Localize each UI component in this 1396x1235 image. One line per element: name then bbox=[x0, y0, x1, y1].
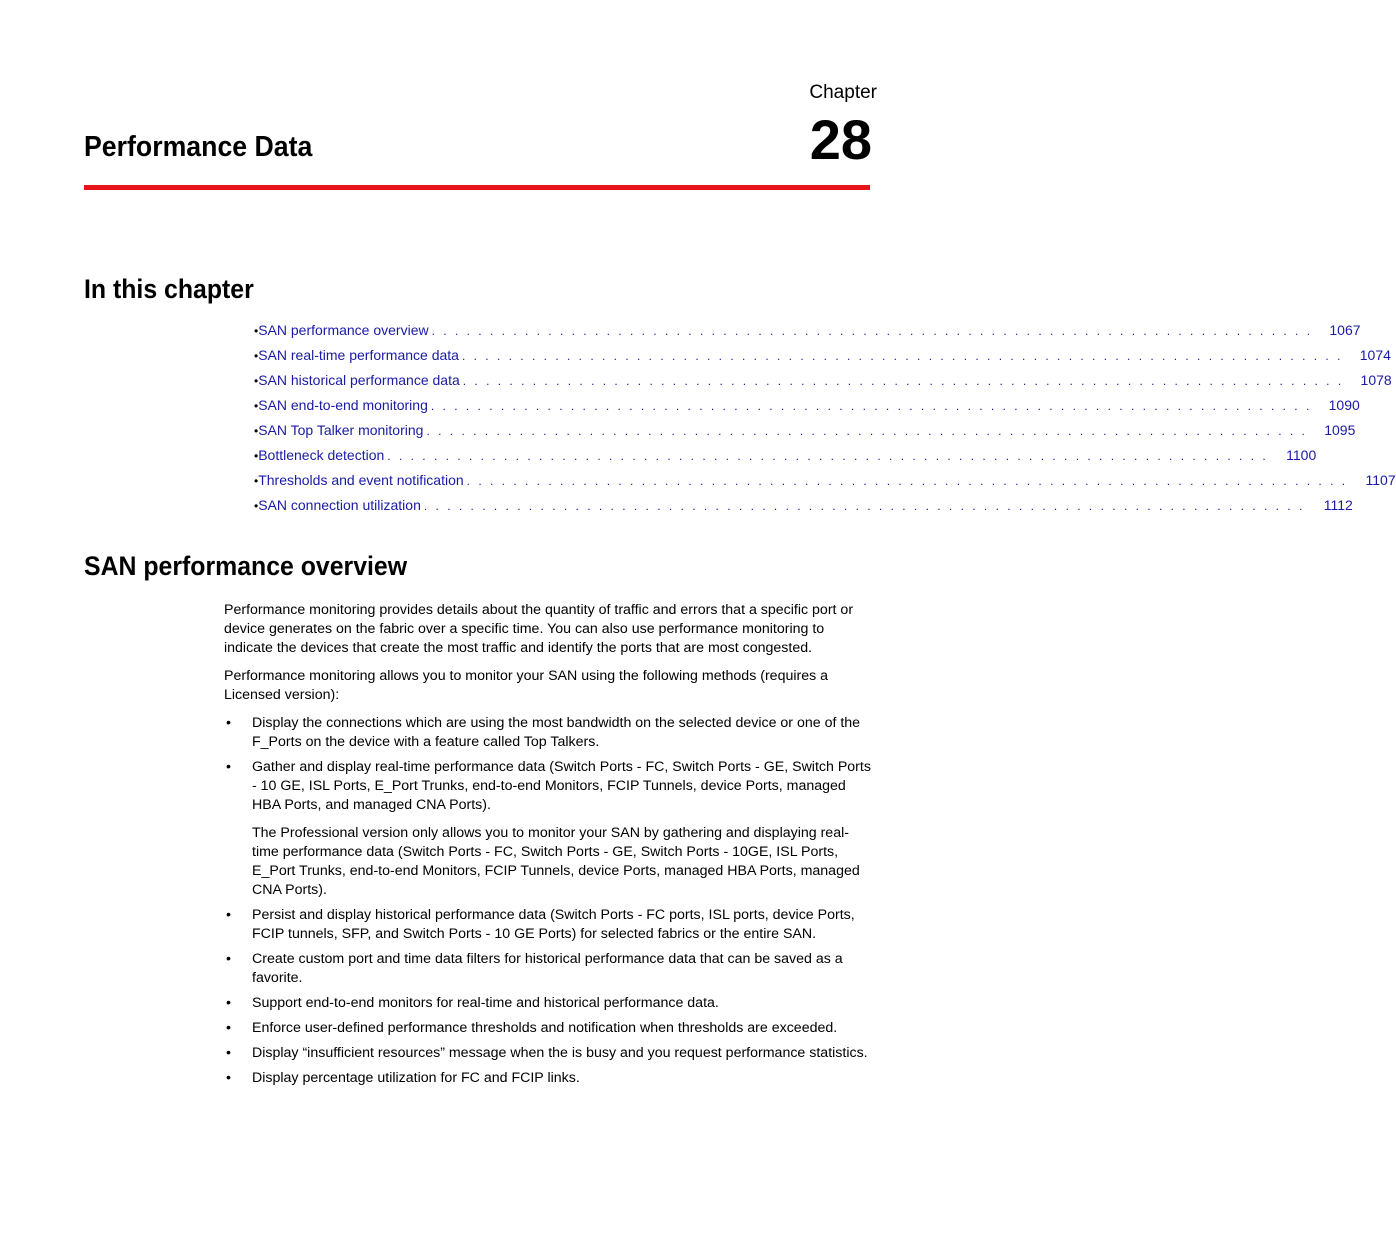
bullet-icon: • bbox=[226, 1045, 231, 1061]
bullet-text: Support end-to-end monitors for real-time and historical performance data. bbox=[252, 995, 719, 1011]
bullet-item bbox=[224, 758, 874, 900]
bullet-icon: • bbox=[254, 349, 259, 363]
toc-item bbox=[254, 447, 1317, 472]
overview-body bbox=[224, 601, 874, 1094]
toc-list bbox=[254, 322, 1396, 522]
chapter-title: Performance Data bbox=[84, 131, 313, 163]
toc-item-page: 1090 bbox=[1328, 397, 1360, 413]
toc-item bbox=[254, 322, 1361, 347]
bullet-icon: • bbox=[226, 759, 231, 775]
toc-dot-leader bbox=[424, 499, 1305, 513]
bullet-icon: • bbox=[226, 715, 231, 731]
toc-dot-leader bbox=[467, 474, 1348, 488]
section-heading-san-performance-overview: SAN performance overview bbox=[84, 551, 408, 581]
bullet-text: Gather and display real-time performance data (Switch Ports - FC, Switch Ports - GE, Switch Ports - 10 GE, ISL Ports, E_Port Trunks, end-to-end Monitors, FCIP Tunnels, device Ports, managed HBA Ports, and managed CNA Ports). bbox=[252, 759, 871, 813]
toc-dot-leader bbox=[463, 374, 1344, 388]
toc-item-page: 1074 bbox=[1359, 347, 1391, 363]
bullet-icon: • bbox=[226, 907, 231, 923]
bullet-text: Display “insufficient resources” message when the is busy and you request performance statistics. bbox=[252, 1045, 868, 1061]
toc-item-title: SAN historical performance data bbox=[258, 372, 460, 388]
bullet-icon: • bbox=[254, 324, 259, 338]
bullet-icon: • bbox=[226, 1070, 231, 1086]
toc-item-title: SAN connection utilization bbox=[258, 497, 421, 513]
toc-item-title: SAN Top Talker monitoring bbox=[258, 422, 424, 438]
toc-item bbox=[254, 472, 1396, 497]
bullet-item bbox=[224, 906, 874, 944]
bullet-text: Create custom port and time data filters for historical performance data that can be saved as a favorite. bbox=[252, 951, 843, 986]
bullet-text: Enforce user-defined performance thresholds and notification when thresholds are exceeded. bbox=[252, 1020, 838, 1036]
bullet-icon: • bbox=[254, 474, 259, 488]
bullet-icon: • bbox=[254, 399, 259, 413]
toc-item-page: 1078 bbox=[1360, 372, 1392, 388]
bullet-icon: • bbox=[254, 374, 259, 388]
toc-heading: In this chapter bbox=[84, 274, 254, 304]
toc-dot-leader bbox=[462, 349, 1343, 363]
toc-link-bottleneck-detection[interactable] bbox=[258, 447, 1316, 463]
bullet-item bbox=[224, 1069, 874, 1088]
toc-item-page: 1112 bbox=[1323, 497, 1353, 513]
bullet-item bbox=[224, 714, 874, 752]
bullet-note: The Professional version only allows you to monitor your SAN by gathering and displaying real-time performance data (Switch Ports - FC, Switch Ports - GE, Switch Ports - 10GE, ISL Ports, E_Port Trunks, end-to-end Monitors, FCIP Tunnels, device Ports, managed HBA Ports, managed CNA Ports). bbox=[252, 825, 860, 898]
toc-item-page: 1107 bbox=[1365, 472, 1396, 488]
bullet-item bbox=[224, 950, 874, 988]
toc-item-title: SAN real-time performance data bbox=[258, 347, 459, 363]
bullet-item bbox=[224, 1044, 874, 1063]
bullet-text: Display the connections which are using the most bandwidth on the selected device or one of the F_Ports on the device with a feature called Top Talkers. bbox=[252, 715, 861, 750]
toc-item bbox=[254, 497, 1353, 522]
bullet-icon: • bbox=[226, 951, 231, 967]
toc-dot-leader bbox=[426, 424, 1307, 438]
toc-item bbox=[254, 347, 1391, 372]
toc-link-san-real-time-performance-data[interactable] bbox=[258, 347, 1391, 363]
toc-link-san-top-talker-monitoring[interactable] bbox=[258, 422, 1355, 438]
bullet-item bbox=[224, 994, 874, 1013]
bullet-icon: • bbox=[254, 424, 259, 438]
toc-item-page: 1095 bbox=[1324, 422, 1356, 438]
toc-link-san-connection-utilization[interactable] bbox=[258, 497, 1353, 513]
toc-item-title: Bottleneck detection bbox=[258, 447, 385, 463]
toc-link-san-historical-performance-data[interactable] bbox=[258, 372, 1391, 388]
toc-item-title: Thresholds and event notification bbox=[258, 472, 464, 488]
chapter-title-rule bbox=[84, 185, 870, 190]
bullet-icon: • bbox=[254, 499, 259, 513]
toc-dot-leader bbox=[432, 324, 1313, 338]
bullet-icon: • bbox=[254, 449, 259, 463]
chapter-number: 28 bbox=[809, 108, 872, 171]
bullet-icon: • bbox=[226, 1020, 231, 1036]
toc-dot-leader bbox=[387, 449, 1268, 463]
toc-item bbox=[254, 397, 1360, 422]
toc-dot-leader bbox=[431, 399, 1312, 413]
bullet-text: Display percentage utilization for FC and FCIP links. bbox=[252, 1070, 580, 1086]
toc-link-san-performance-overview[interactable] bbox=[258, 322, 1360, 338]
toc-link-thresholds-and-event-notification[interactable] bbox=[258, 472, 1395, 488]
toc-item bbox=[254, 422, 1356, 447]
paragraph: Performance monitoring provides details about the quantity of traffic and errors that a specific port or device generates on the fabric over a specific time. You can also use performance monitoring to indicate the devices that create the most traffic and identify the ports that are most congested. bbox=[224, 602, 854, 656]
bullet-text: Persist and display historical performance data (Switch Ports - FC ports, ISL ports, device Ports, FCIP tunnels, SFP, and Switch Ports - 10 GE Ports) for selected fabrics or the entire SAN. bbox=[252, 907, 855, 942]
bullet-item bbox=[224, 1019, 874, 1038]
toc-link-san-end-to-end-monitoring[interactable] bbox=[258, 397, 1360, 413]
paragraph: Performance monitoring allows you to monitor your SAN using the following methods (requires a Licensed version): bbox=[224, 668, 829, 703]
chapter-label: Chapter bbox=[809, 82, 877, 103]
toc-item-page: 1067 bbox=[1329, 322, 1361, 338]
toc-item-title: SAN performance overview bbox=[258, 322, 429, 338]
feature-bullet-list bbox=[224, 714, 874, 1088]
toc-item-title: SAN end-to-end monitoring bbox=[258, 397, 428, 413]
toc-item bbox=[254, 372, 1392, 397]
bullet-icon: • bbox=[226, 995, 231, 1011]
toc-item-page: 1100 bbox=[1286, 447, 1317, 463]
